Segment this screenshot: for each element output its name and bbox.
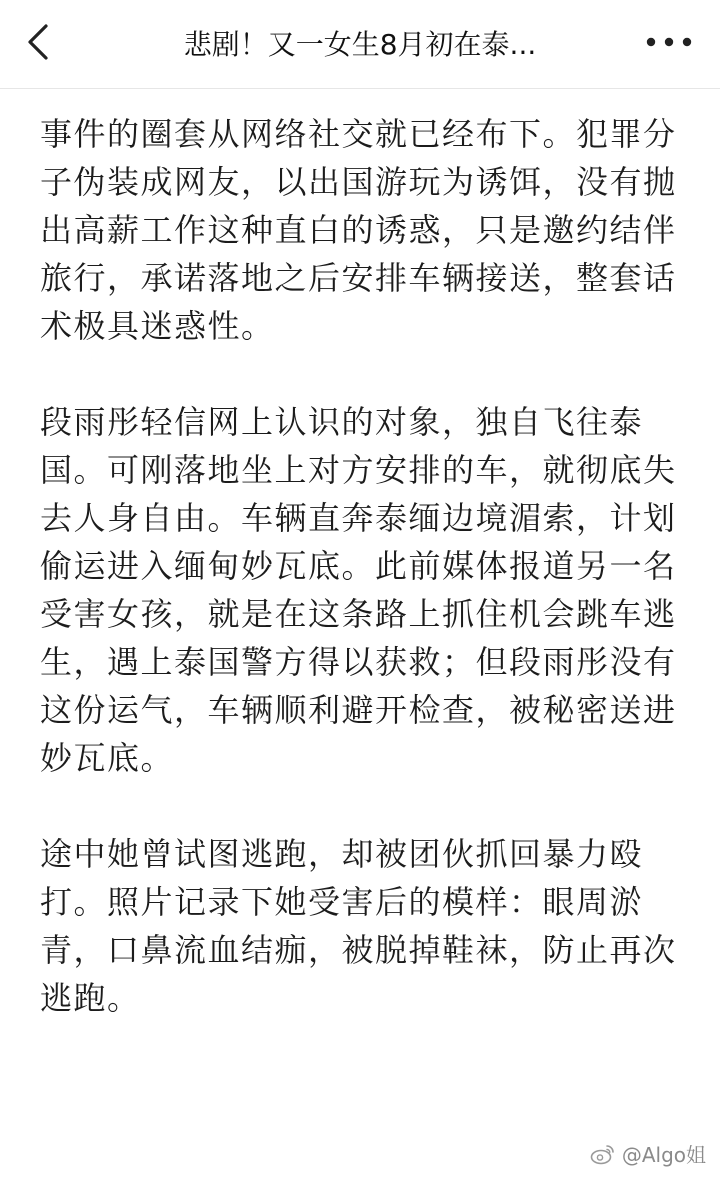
- watermark: [590, 1139, 706, 1168]
- article-paragraph: 事件的圈套从网络社交就已经布下。犯罪分子伪装成网友，以出国游玩为诱饵，没有抛出高薪工作这种直白的诱惑，只是邀约结伴旅行，承诺落地之后安排车辆接送，整套话术极具迷惑性。: [40, 115, 677, 345]
- more-dots-icon: [642, 22, 696, 62]
- article-paragraph: 途中她曾试图逃跑，却被团伙抓回暴力殴打。照片记录下她受害后的模样：眼周淤青，口鼻流血结痂，被脱掉鞋袜，防止再次逃跑。: [40, 835, 677, 1017]
- page-title: 悲剧！又一女生8月初在泰...: [183, 28, 537, 61]
- weibo-logo-icon: [590, 1143, 616, 1165]
- back-button[interactable]: [18, 20, 62, 64]
- top-nav-bar: [0, 0, 720, 89]
- article-paragraph: 段雨彤轻信网上认识的对象，独自飞往泰国。可刚落地坐上对方安排的车，就彻底失去人身自由。车辆直奔泰缅边境湄索，计划偷运进入缅甸妙瓦底。此前媒体报道另一名受害女孩，就是在这条路上抓住机会跳车逃生，遇上泰国警方得以获救；但段雨彤没有这份运气，车辆顺利避开检查，被秘密送进妙瓦底。: [40, 403, 677, 777]
- more-button[interactable]: [642, 22, 696, 62]
- watermark-text: @Algo姐: [621, 1143, 706, 1167]
- article-body: [40, 110, 690, 1022]
- chevron-left-icon: [18, 20, 62, 64]
